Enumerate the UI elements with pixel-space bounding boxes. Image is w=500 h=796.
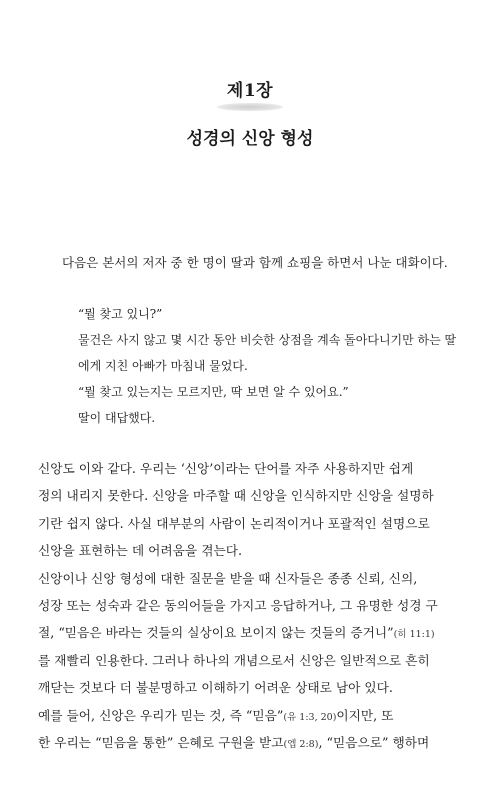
dialogue-block	[78, 305, 478, 435]
dialogue-line: 딸이 대답했다.	[78, 411, 156, 425]
body-line	[38, 569, 468, 596]
body-text: 한 우리는 “믿음을 통한” 은혜로 구원을 받고	[38, 734, 284, 750]
body-line	[38, 733, 468, 760]
body-line	[38, 459, 468, 486]
body-text: 절, “믿음은 바라는 것들의 실상이요 보이지 않는 것들의 증거니”	[38, 625, 394, 641]
body-line	[38, 651, 468, 678]
scripture-reference: (히 11:1)	[393, 629, 435, 641]
body-line	[38, 623, 468, 650]
dialogue-line: 에게 지친 아빠가 마침내 물었다.	[78, 359, 248, 373]
body-text: , “믿음으로” 행하며	[318, 734, 430, 750]
intro-paragraph: 다음은 본서의 저자 중 한 명이 딸과 함께 쇼핑을 하면서 나눈 대화이다.	[62, 255, 448, 270]
body-line	[38, 541, 468, 568]
dialogue-line: 물건은 사지 않고 몇 시간 동안 비슷한 상점을 계속 돌아다니기만 하는 딸	[78, 333, 457, 347]
body-line	[38, 514, 468, 541]
dialogue-line: “뭘 찾고 있니?”	[78, 307, 163, 321]
body-text: 신앙도 이와 같다. 우리는 ‘신앙’이라는 단어를 자주 사용하지만 쉽게	[38, 461, 414, 476]
scripture-reference: (엡 2:8)	[283, 738, 319, 750]
body-text: 예를 들어, 신앙은 우리가 믿는 것, 즉 “믿음”	[38, 707, 284, 723]
dialogue-line: “뭘 찾고 있는지는 모르지만, 딱 보면 알 수 있어요.”	[78, 385, 349, 399]
body-paragraphs	[38, 459, 468, 760]
body-text: 성장 또는 성숙과 같은 동의어들을 가지고 응답하거나, 그 유명한 성경 구	[38, 597, 438, 613]
body-line	[38, 678, 468, 705]
body-text: 이지만, 또	[336, 707, 394, 723]
body-text: 를 재빨리 인용한다. 그러나 하나의 개념으로서 신앙은 일반적으로 흔히	[38, 652, 430, 668]
body-line	[38, 706, 468, 733]
chapter-title: 성경의 신앙 형성	[186, 129, 314, 149]
scripture-reference: (유 1:3, 20)	[283, 711, 337, 723]
body-line	[38, 486, 468, 513]
body-text: 깨닫는 것보다 더 불분명하고 이해하기 어려운 상태로 남아 있다.	[38, 680, 393, 696]
chapter-divider-ornament	[217, 103, 283, 111]
body-line	[38, 596, 468, 623]
body-text: 신앙을 표현하는 데 어려움을 겪는다.	[38, 543, 243, 559]
chapter-number: 제1장	[226, 81, 274, 101]
body-text: 신앙이나 신앙 형성에 대한 질문을 받을 때 신자들은 종종 신뢰, 신의,	[38, 570, 418, 586]
body-text: 기란 쉽지 않다. 사실 대부분의 사람이 논리적이거나 포괄적인 설명으로	[38, 515, 430, 531]
body-text: 정의 내리지 못한다. 신앙을 마주할 때 신앙을 인식하지만 신앙을 설명하	[38, 488, 434, 504]
